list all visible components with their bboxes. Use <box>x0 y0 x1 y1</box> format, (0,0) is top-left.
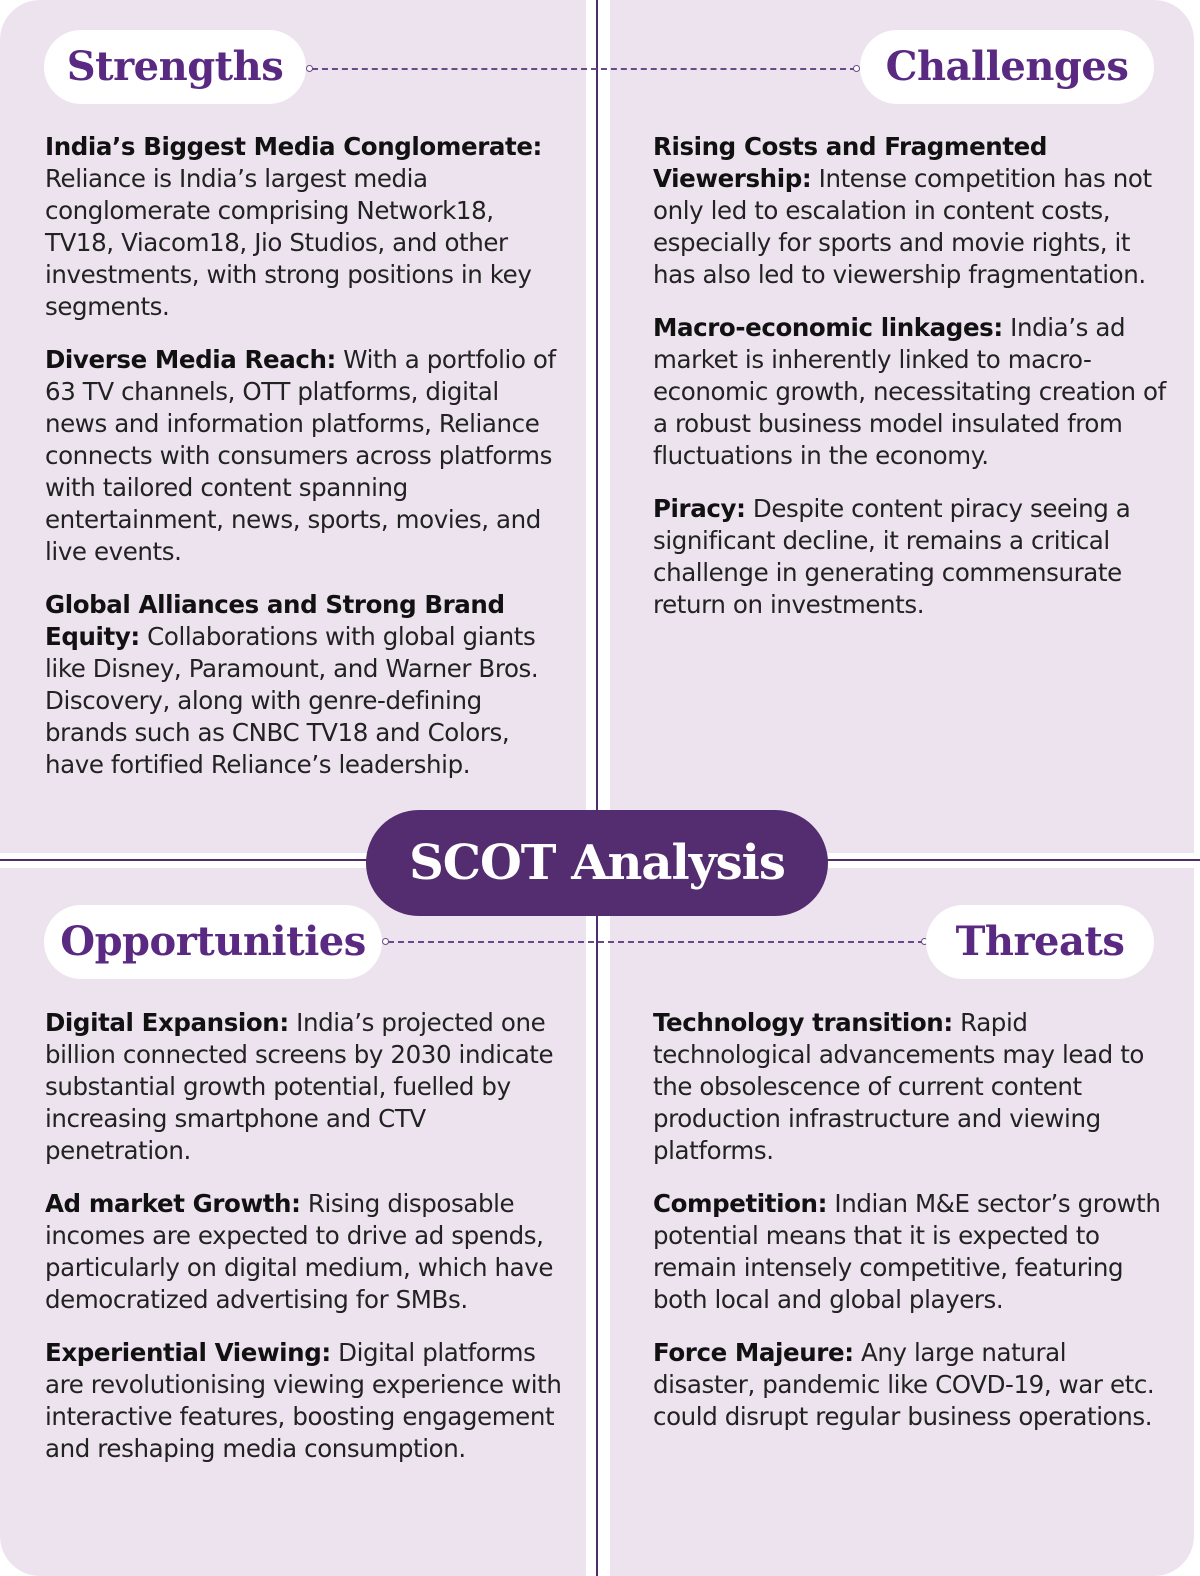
item-title: Piracy: <box>653 494 746 523</box>
vertical-divider <box>596 0 598 1576</box>
item-text: Rapid technological advancements may lead to the obsolescence of current content production infrastructure and viewing platforms. <box>653 1008 1144 1165</box>
list-item <box>45 589 565 781</box>
strengths-heading: Strengths <box>44 30 306 104</box>
item-text: Rising disposable incomes are expected to drive ad spends, particularly on digital medium, which have democratized advertising for SMBs. <box>45 1189 554 1314</box>
item-title: Macro-economic linkages: <box>653 313 1003 342</box>
list-item <box>653 312 1168 472</box>
list-item <box>653 131 1168 291</box>
challenges-list <box>653 131 1168 642</box>
connector-dot <box>306 65 313 72</box>
item-title: Experiential Viewing: <box>45 1338 331 1367</box>
list-item <box>45 1007 565 1167</box>
opportunities-heading: Opportunities <box>44 905 382 979</box>
item-title: Global Alliances and Strong Brand Equity: <box>45 590 505 651</box>
threats-heading: Threats <box>926 905 1154 979</box>
item-text: Intense competition has not only led to escalation in content costs, especially for sports and movie rights, it has also led to viewership fragmentation. <box>653 164 1152 289</box>
list-item <box>653 1007 1168 1167</box>
strengths-list <box>45 131 565 802</box>
connector-dot <box>382 938 389 945</box>
list-item <box>45 131 565 323</box>
item-text: Indian M&E sector’s growth potential means that it is expected to remain intensely competitive, featuring both local and global players. <box>653 1189 1161 1314</box>
bottom-connector <box>388 941 924 943</box>
item-title: Competition: <box>653 1189 827 1218</box>
item-text: India’s projected one billion connected screens by 2030 indicate substantial growth potential, fuelled by increasing smartphone and CTV penetration. <box>45 1008 554 1165</box>
item-title: Force Majeure: <box>653 1338 854 1367</box>
item-title: Technology transition: <box>653 1008 953 1037</box>
list-item <box>653 493 1168 621</box>
item-text: Digital platforms are revolutionising viewing experience with interactive features, boosting engagement and reshaping media consumption. <box>45 1338 562 1463</box>
item-title: Diverse Media Reach: <box>45 345 336 374</box>
threats-list <box>653 1007 1168 1454</box>
list-item <box>45 1188 565 1316</box>
item-title: India’s Biggest Media Conglomerate: <box>45 132 542 161</box>
opportunities-list <box>45 1007 565 1486</box>
challenges-heading: Challenges <box>860 30 1154 104</box>
item-title: Ad market Growth: <box>45 1189 301 1218</box>
item-text: Reliance is India’s largest media conglomerate comprising Network18, TV18, Viacom18, Jio Studios, and other investments, with strong positions in key segments. <box>45 164 532 321</box>
item-title: Digital Expansion: <box>45 1008 289 1037</box>
connector-dot <box>853 65 860 72</box>
item-title: Rising Costs and Fragmented Viewership: <box>653 132 1047 193</box>
list-item <box>45 344 565 568</box>
page-title: SCOT Analysis <box>366 810 828 916</box>
list-item <box>653 1188 1168 1316</box>
item-text: Collaborations with global giants like Disney, Paramount, and Warner Bros. Discovery, along with genre-defining brands such as CNBC TV18 and Colors, have fortified Reliance’s leadership. <box>45 622 539 779</box>
item-text: Any large natural disaster, pandemic like COVD-19, war etc. could disrupt regular business operations. <box>653 1338 1155 1431</box>
list-item <box>653 1337 1168 1433</box>
top-connector <box>312 68 856 70</box>
item-text: Despite content piracy seeing a significant decline, it remains a critical challenge in generating commensurate return on investments. <box>653 494 1131 619</box>
item-text: India’s ad market is inherently linked to macro-economic growth, necessitating creation of a robust business model insulated from fluctuations in the economy. <box>653 313 1166 470</box>
list-item <box>45 1337 565 1465</box>
item-text: With a portfolio of 63 TV channels, OTT platforms, digital news and information platforms, Reliance connects with consumers across platforms with tailored content spanning entertainment, news, sports, movies, and live events. <box>45 345 556 566</box>
